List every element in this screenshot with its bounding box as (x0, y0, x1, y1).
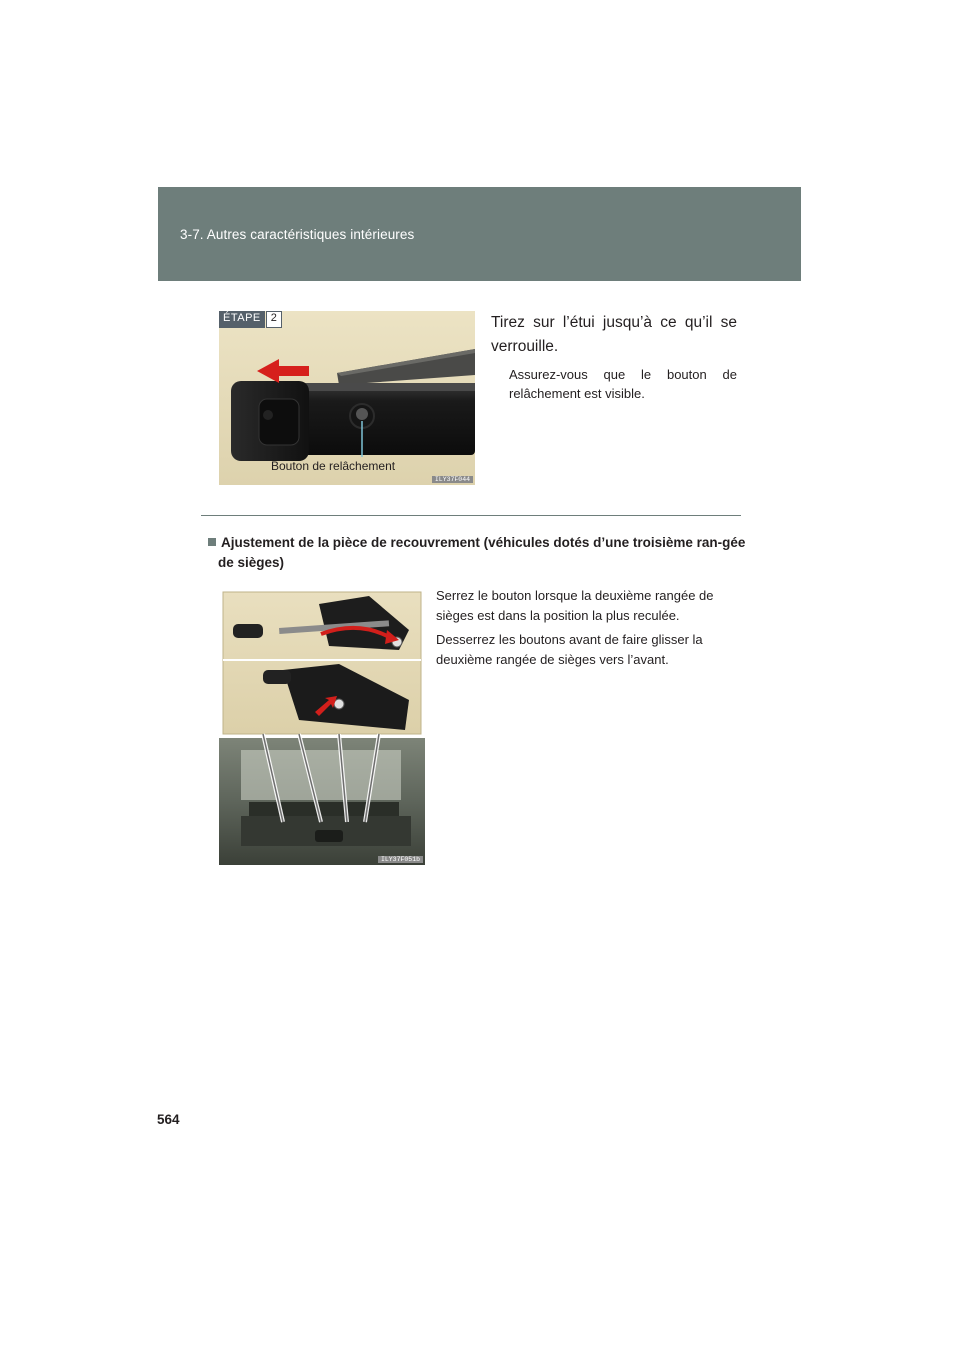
paragraph-tighten: Serrez le bouton lorsque la deuxième rangée de sièges est dans la position la plus reculée. (436, 588, 714, 623)
page-number: 564 (157, 1112, 180, 1127)
step-badge (219, 311, 282, 328)
paragraph-loosen: Desserrez les boutons avant de faire glisser la deuxième rangée de sièges vers l’avant. (436, 632, 703, 667)
subsection-heading (208, 533, 752, 573)
figure-code: ILY37F051b (378, 856, 423, 863)
subsection-heading-text: Ajustement de la pièce de recouvrement (véhicules dotés d’une troisième ran-gée de sièges) (218, 535, 746, 570)
square-bullet-icon (208, 538, 216, 546)
step-badge-number: 2 (266, 311, 282, 328)
section-title: 3-7. Autres caractéristiques intérieures (180, 227, 415, 242)
step-instruction: Tirez sur l’étui jusqu’à ce qu’il se verrouille. (491, 314, 737, 355)
section-divider (201, 515, 741, 516)
step-note: Assurez-vous que le bouton de relâchement est visible. (509, 367, 737, 401)
figure-code: ILY37F044 (432, 476, 473, 483)
cover-attachment-illustration (219, 590, 425, 865)
section-header-band (158, 187, 801, 281)
release-button-callout: Bouton de relâchement (271, 459, 396, 473)
cover-attachment-photo (219, 590, 425, 865)
cargo-cover-case-photo (219, 311, 475, 485)
step-badge-label: ÉTAPE (219, 311, 265, 328)
